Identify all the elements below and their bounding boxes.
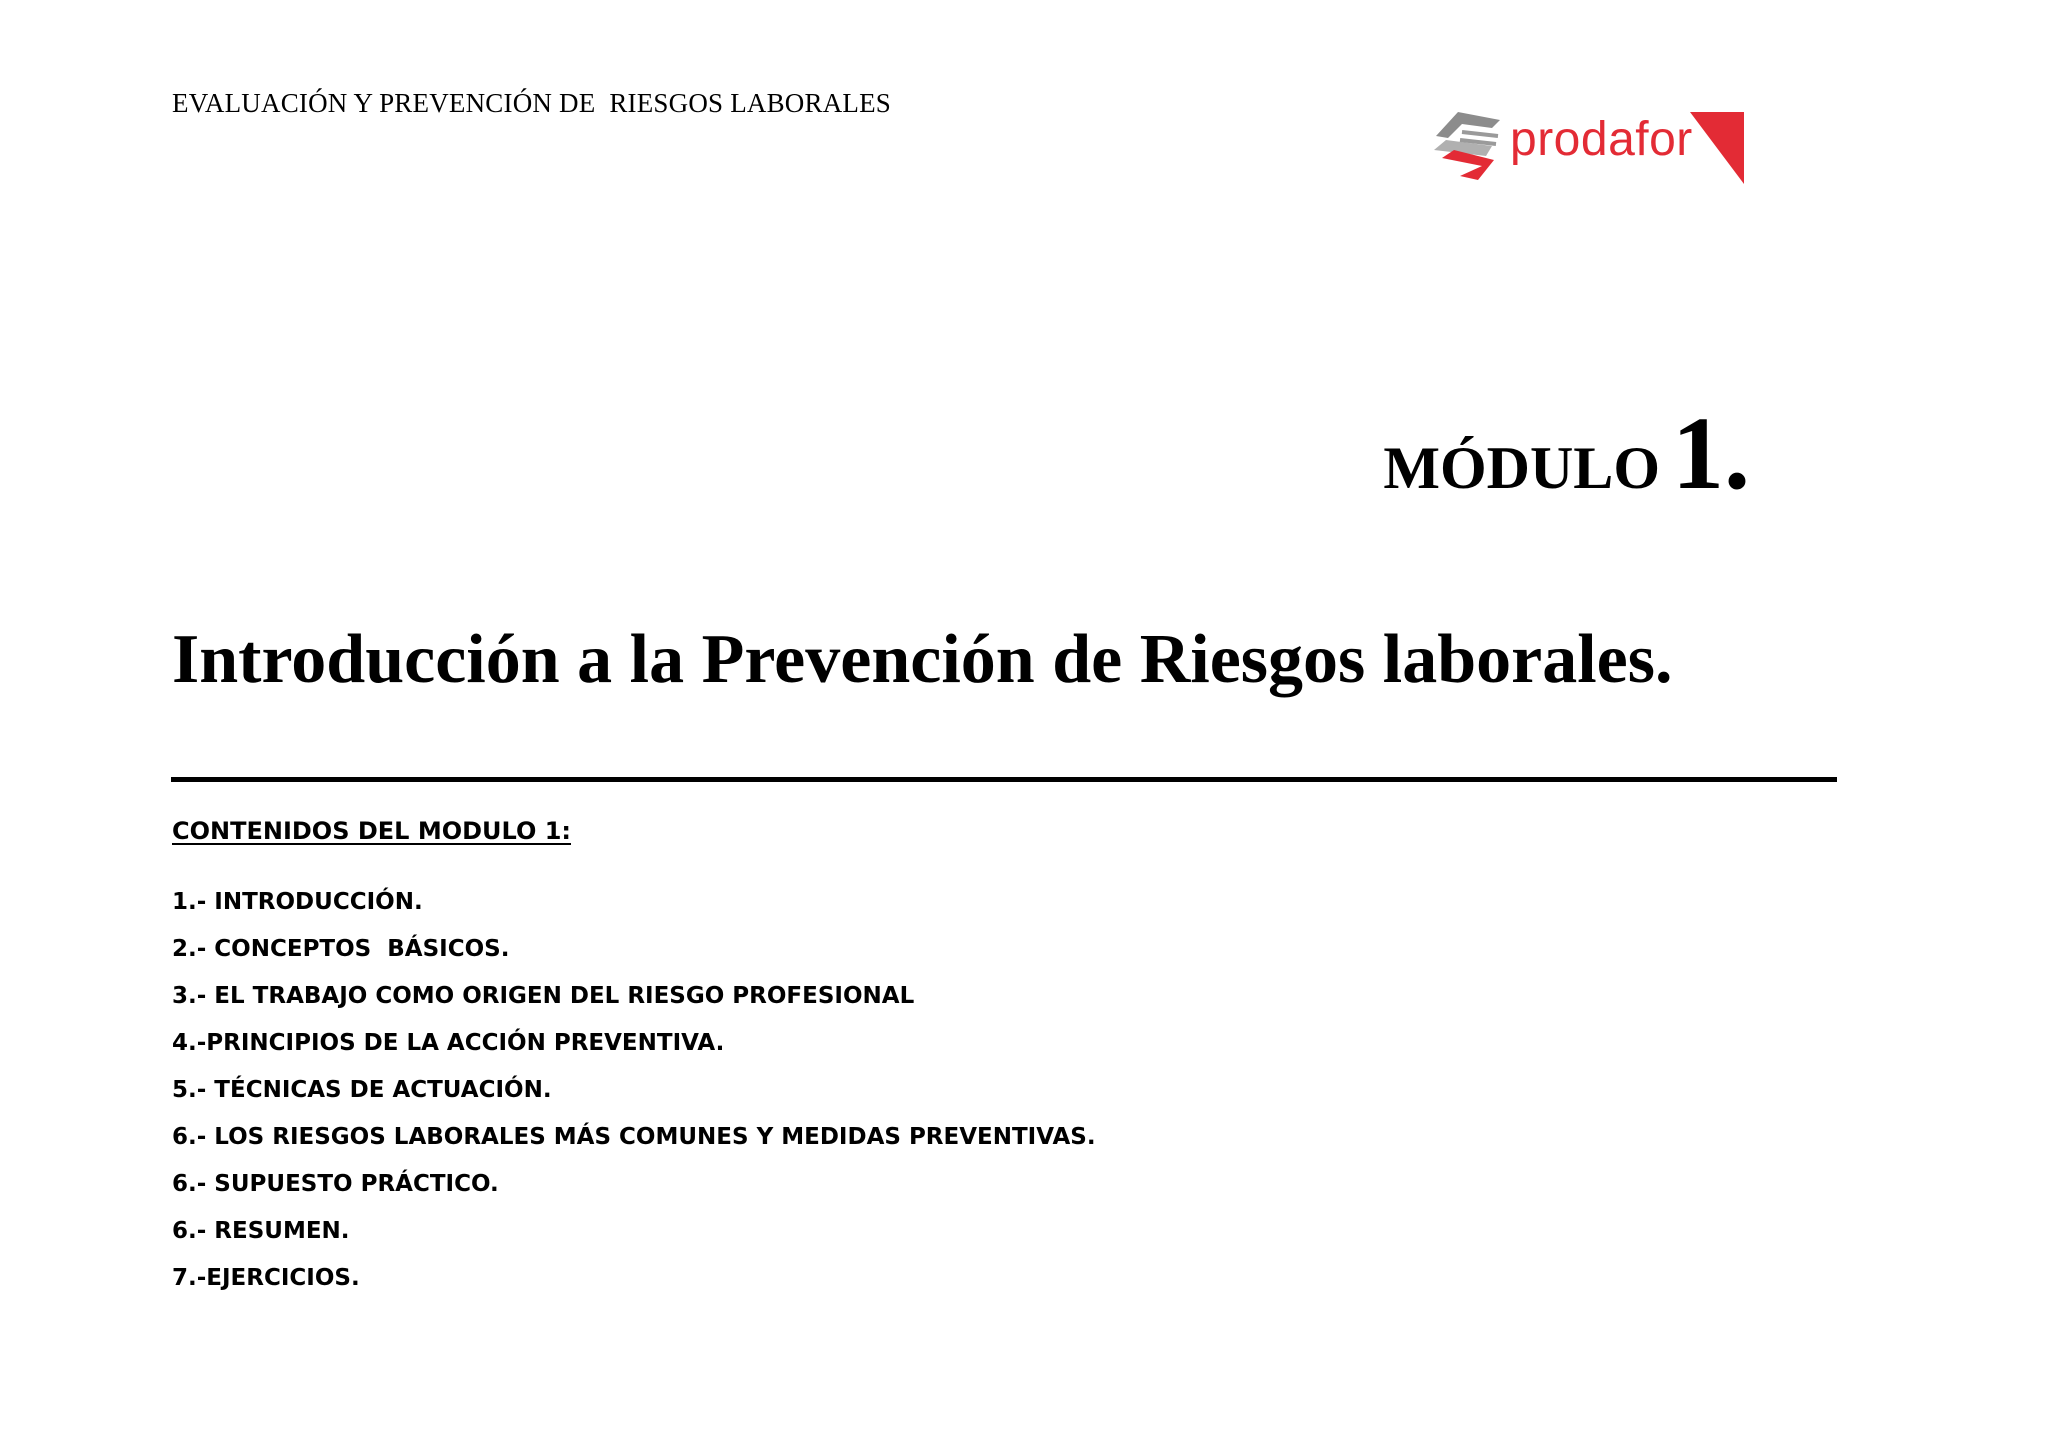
contents-item-8: 6.- RESUMEN. (172, 1218, 350, 1244)
document-header-title: EVALUACIÓN Y PREVENCIÓN DE RIESGOS LABORALES (172, 88, 892, 118)
contents-item-1: 1.- INTRODUCCIÓN. (172, 889, 423, 915)
contents-heading: CONTENIDOS DEL MODULO 1: (172, 817, 571, 845)
contents-item-5: 5.- TÉCNICAS DE ACTUACIÓN. (172, 1077, 552, 1103)
module-heading (1383, 396, 1750, 511)
module-label: MÓDULO (1383, 435, 1660, 501)
contents-item-3: 3.- EL TRABAJO COMO ORIGEN DEL RIESGO PROFESIONAL (172, 983, 915, 1009)
contents-item-6: 6.- LOS RIESGOS LABORALES MÁS COMUNES Y MEDIDAS PREVENTIVAS. (172, 1124, 1096, 1150)
module-title: Introducción a la Prevención de Riesgos laborales. (172, 621, 1673, 698)
contents-item-7: 6.- SUPUESTO PRÁCTICO. (172, 1171, 499, 1197)
section-divider (171, 777, 1837, 782)
contents-list (172, 879, 1096, 1302)
contents-item-2: 2.- CONCEPTOS BÁSICOS. (172, 936, 510, 962)
module-number: 1. (1672, 396, 1750, 511)
contents-item-4: 4.-PRINCIPIOS DE LA ACCIÓN PREVENTIVA. (172, 1030, 725, 1056)
logo-text: prodafor (1510, 113, 1693, 166)
prodafor-logo (1432, 106, 1748, 190)
contents-item-9: 7.-EJERCICIOS. (172, 1265, 360, 1291)
